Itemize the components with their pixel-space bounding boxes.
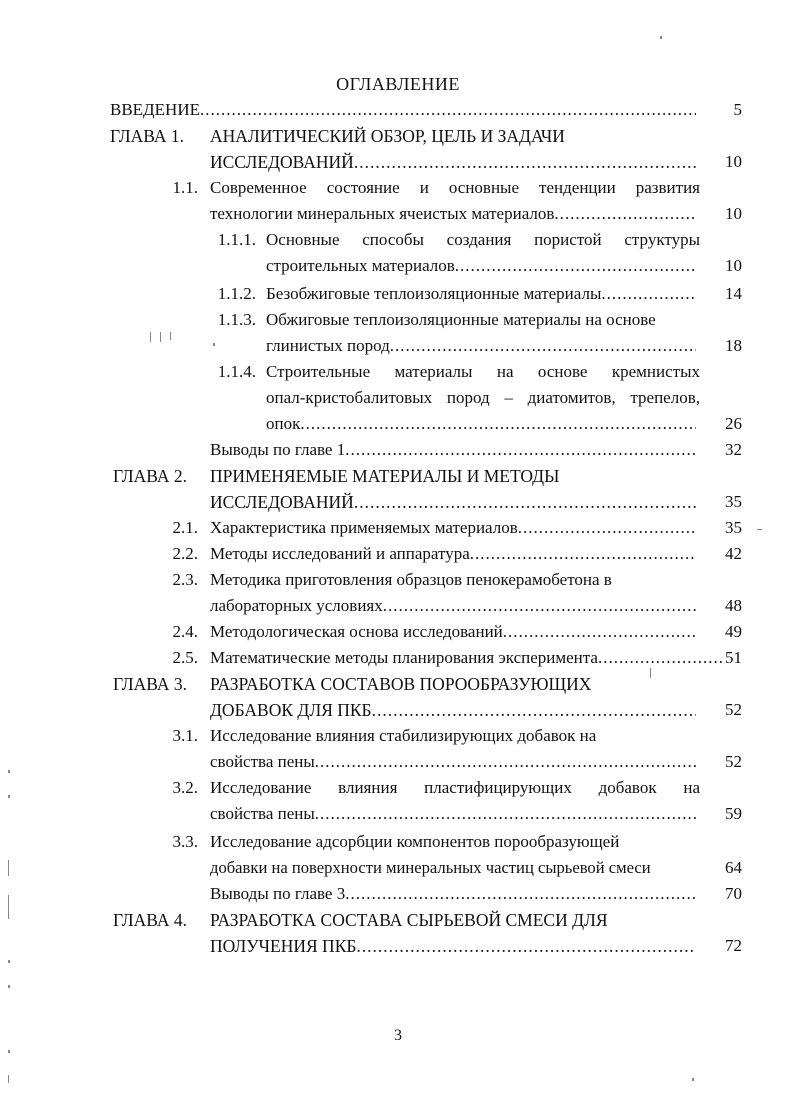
scan-speck <box>650 668 651 678</box>
subsection-title: Основные способы создания пористой структуры <box>266 230 700 249</box>
toc-page: 52 <box>725 700 742 719</box>
subsection-title-cont: строительных материалов ..... <box>266 254 696 278</box>
scan-speck <box>660 36 662 39</box>
scan-speck <box>8 1050 10 1053</box>
section-title: Исследование влияния пластифицирующих добавок на <box>210 778 700 797</box>
subsection-title: Обжиговые теплоизоляционные материалы на основе <box>266 310 656 329</box>
section-number: 2.2. <box>172 544 198 563</box>
toc-page: 10 <box>725 204 742 223</box>
chapter-title-cont: ИССЛЕДОВАНИЙ ..... <box>210 490 696 514</box>
subsection-number: 1.1.4. <box>217 362 256 381</box>
scan-speck <box>8 985 10 988</box>
toc-page: 18 <box>725 336 742 355</box>
toc-entry-introduction: ВВЕДЕНИЕ ..... <box>110 98 696 122</box>
page-number: 3 <box>394 1027 402 1044</box>
scan-speck <box>8 895 9 919</box>
section-title: Методика приготовления образцов пенокерамобетона в <box>210 570 612 589</box>
toc-page: 32 <box>725 440 742 459</box>
toc-page: 64 <box>725 858 742 877</box>
scan-speck <box>170 332 171 340</box>
section-number: 3.2. <box>172 778 198 797</box>
section-title: Современное состояние и основные тенденции развития <box>210 178 700 197</box>
section-number: 2.5. <box>172 648 198 667</box>
section-title: Методологическая основа исследований ..... <box>210 620 696 644</box>
chapter-title-cont: ИССЛЕДОВАНИЙ ..... <box>210 150 696 174</box>
section-title: Методы исследований и аппаратура ..... <box>210 542 696 566</box>
toc-page: 35 <box>725 492 742 511</box>
section-title: Исследование влияния стабилизирующих добавок на <box>210 726 597 745</box>
subsection-number: 1.1.3. <box>217 310 256 329</box>
scan-speck <box>8 960 10 963</box>
section-title-cont: добавки на поверхности минеральных частиц сырьевой смеси <box>210 858 651 877</box>
section-title-cont: свойства пены ..... <box>210 750 696 774</box>
chapter-title-cont: ДОБАВОК ДЛЯ ПКБ ..... <box>210 698 696 722</box>
toc-page: 70 <box>725 884 742 903</box>
conclusions-chapter-1: Выводы по главе 1 ..... <box>210 438 696 462</box>
scan-speck <box>692 1078 694 1081</box>
section-number: 3.3. <box>172 832 198 851</box>
chapter-number: ГЛАВА 2. <box>113 466 188 486</box>
toc-page: 52 <box>725 752 742 771</box>
section-number: 2.1. <box>172 518 198 537</box>
toc-page: 14 <box>725 284 742 303</box>
chapter-title: ПРИМЕНЯЕМЫЕ МАТЕРИАЛЫ И МЕТОДЫ <box>210 466 560 486</box>
scan-speck <box>213 343 215 346</box>
scan-speck <box>150 332 151 342</box>
scan-speck <box>160 332 161 342</box>
toc-title: ОГЛАВЛЕНИЕ <box>336 74 460 94</box>
conclusions-chapter-3: Выводы по главе 3 ..... <box>210 882 696 906</box>
section-title: Исследование адсорбции компонентов порообразующей <box>210 832 620 851</box>
section-title: Характеристика применяемых материалов ..... <box>210 516 696 540</box>
section-title-cont: технологии минеральных ячеистых материалов ..... <box>210 202 696 226</box>
chapter-number: ГЛАВА 4. <box>113 910 188 930</box>
toc-page: 51 <box>725 648 742 667</box>
subsection-title: Строительные материалы на основе кремнистых <box>266 362 700 381</box>
toc-page: 48 <box>725 596 742 615</box>
subsection-number: 1.1.2. <box>217 284 256 303</box>
subsection-title-cont2: опок ..... <box>266 412 696 436</box>
toc-page: 5 <box>733 100 742 119</box>
section-number: 3.1. <box>172 726 198 745</box>
scan-speck <box>8 795 10 798</box>
section-number: 2.4. <box>172 622 198 641</box>
section-title: Математические методы планирования эксперимента ..... <box>210 646 722 670</box>
chapter-title: РАЗРАБОТКА СОСТАВОВ ПОРООБРАЗУЮЩИХ <box>210 674 592 694</box>
toc-page: 10 <box>725 256 742 275</box>
scan-speck <box>8 1075 9 1083</box>
toc-page: 42 <box>725 544 742 563</box>
scan-speck <box>757 529 762 530</box>
subsection-number: 1.1.1. <box>217 230 256 249</box>
chapter-number: ГЛАВА 1. <box>110 126 185 146</box>
toc-page: 49 <box>725 622 742 641</box>
chapter-title: РАЗРАБОТКА СОСТАВА СЫРЬЕВОЙ СМЕСИ ДЛЯ <box>210 910 608 930</box>
toc-page: 59 <box>725 804 742 823</box>
subsection-title-cont: глинистых пород ..... <box>266 334 696 358</box>
chapter-number: ГЛАВА 3. <box>113 674 188 694</box>
subsection-title: Безобжиговые теплоизоляционные материалы ..... <box>266 282 696 306</box>
section-number: 2.3. <box>172 570 198 589</box>
section-title-cont: лабораторных условиях ..... <box>210 594 696 618</box>
toc-page: 35 <box>725 518 742 537</box>
section-title-cont: свойства пены ..... <box>210 802 696 826</box>
toc-page: 72 <box>725 936 742 955</box>
toc-page: 26 <box>725 414 742 433</box>
subsection-title-cont: опал-кристобалитовых пород – диатомитов, трепелов, <box>266 388 700 407</box>
chapter-title: АНАЛИТИЧЕСКИЙ ОБЗОР, ЦЕЛЬ И ЗАДАЧИ <box>210 126 565 146</box>
scan-speck <box>8 860 9 876</box>
toc-page: 10 <box>725 152 742 171</box>
scan-speck <box>8 770 10 773</box>
section-number: 1.1. <box>172 178 198 197</box>
chapter-title-cont: ПОЛУЧЕНИЯ ПКБ ..... <box>210 934 696 958</box>
